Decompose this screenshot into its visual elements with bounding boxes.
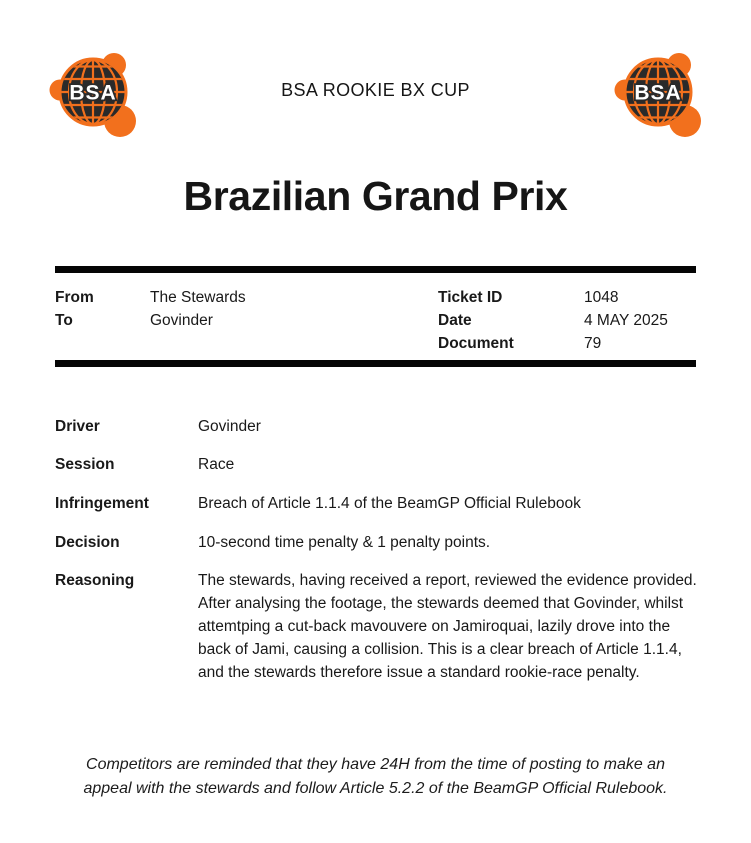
session-label: Session <box>55 456 115 473</box>
decision-label: Decision <box>55 534 120 551</box>
reasoning-value: The stewards, having received a report, reviewed the evidence provided. After analysing the footage, the stewards deemed that Govinder, whilst attemtping a cut-back mavouvere on Jamiroquai, lazily drove into the back of Jami, causing a collision. This is a clear breach of Article 1.1.4, and the stewards therefore issue a standard rookie-race penalty. <box>198 572 697 681</box>
document-label: Document <box>438 335 514 352</box>
session-value: Race <box>198 456 235 473</box>
date-value: 4 MAY 2025 <box>584 312 668 329</box>
from-label: From <box>55 289 94 306</box>
document-value: 79 <box>584 335 602 352</box>
competition-title: BSA ROOKIE BX CUP <box>281 80 470 100</box>
ticket-id-value: 1048 <box>584 289 619 306</box>
page-title: Brazilian Grand Prix <box>183 173 568 219</box>
appeal-notice: Competitors are reminded that they have 24H from the time of posting to make an appeal with the stewards and follow Article 5.2.2 of the BeamGP Official Rulebook. <box>83 756 668 797</box>
from-value: The Stewards <box>150 289 246 306</box>
divider-bar-bottom <box>55 360 696 367</box>
divider-bar-top <box>55 266 696 273</box>
date-label: Date <box>438 312 472 329</box>
reasoning-label: Reasoning <box>55 572 135 589</box>
driver-value: Govinder <box>198 418 261 435</box>
ticket-id-label: Ticket ID <box>438 289 503 306</box>
infringement-value: Breach of Article 1.1.4 of the BeamGP Official Rulebook <box>198 495 581 512</box>
decision-value: 10-second time penalty & 1 penalty points. <box>198 534 491 551</box>
to-label: To <box>55 312 73 329</box>
bsa-globe-logo-right-icon <box>615 51 699 139</box>
driver-label: Driver <box>55 418 100 435</box>
to-value: Govinder <box>150 312 213 329</box>
infringement-label: Infringement <box>55 495 149 512</box>
